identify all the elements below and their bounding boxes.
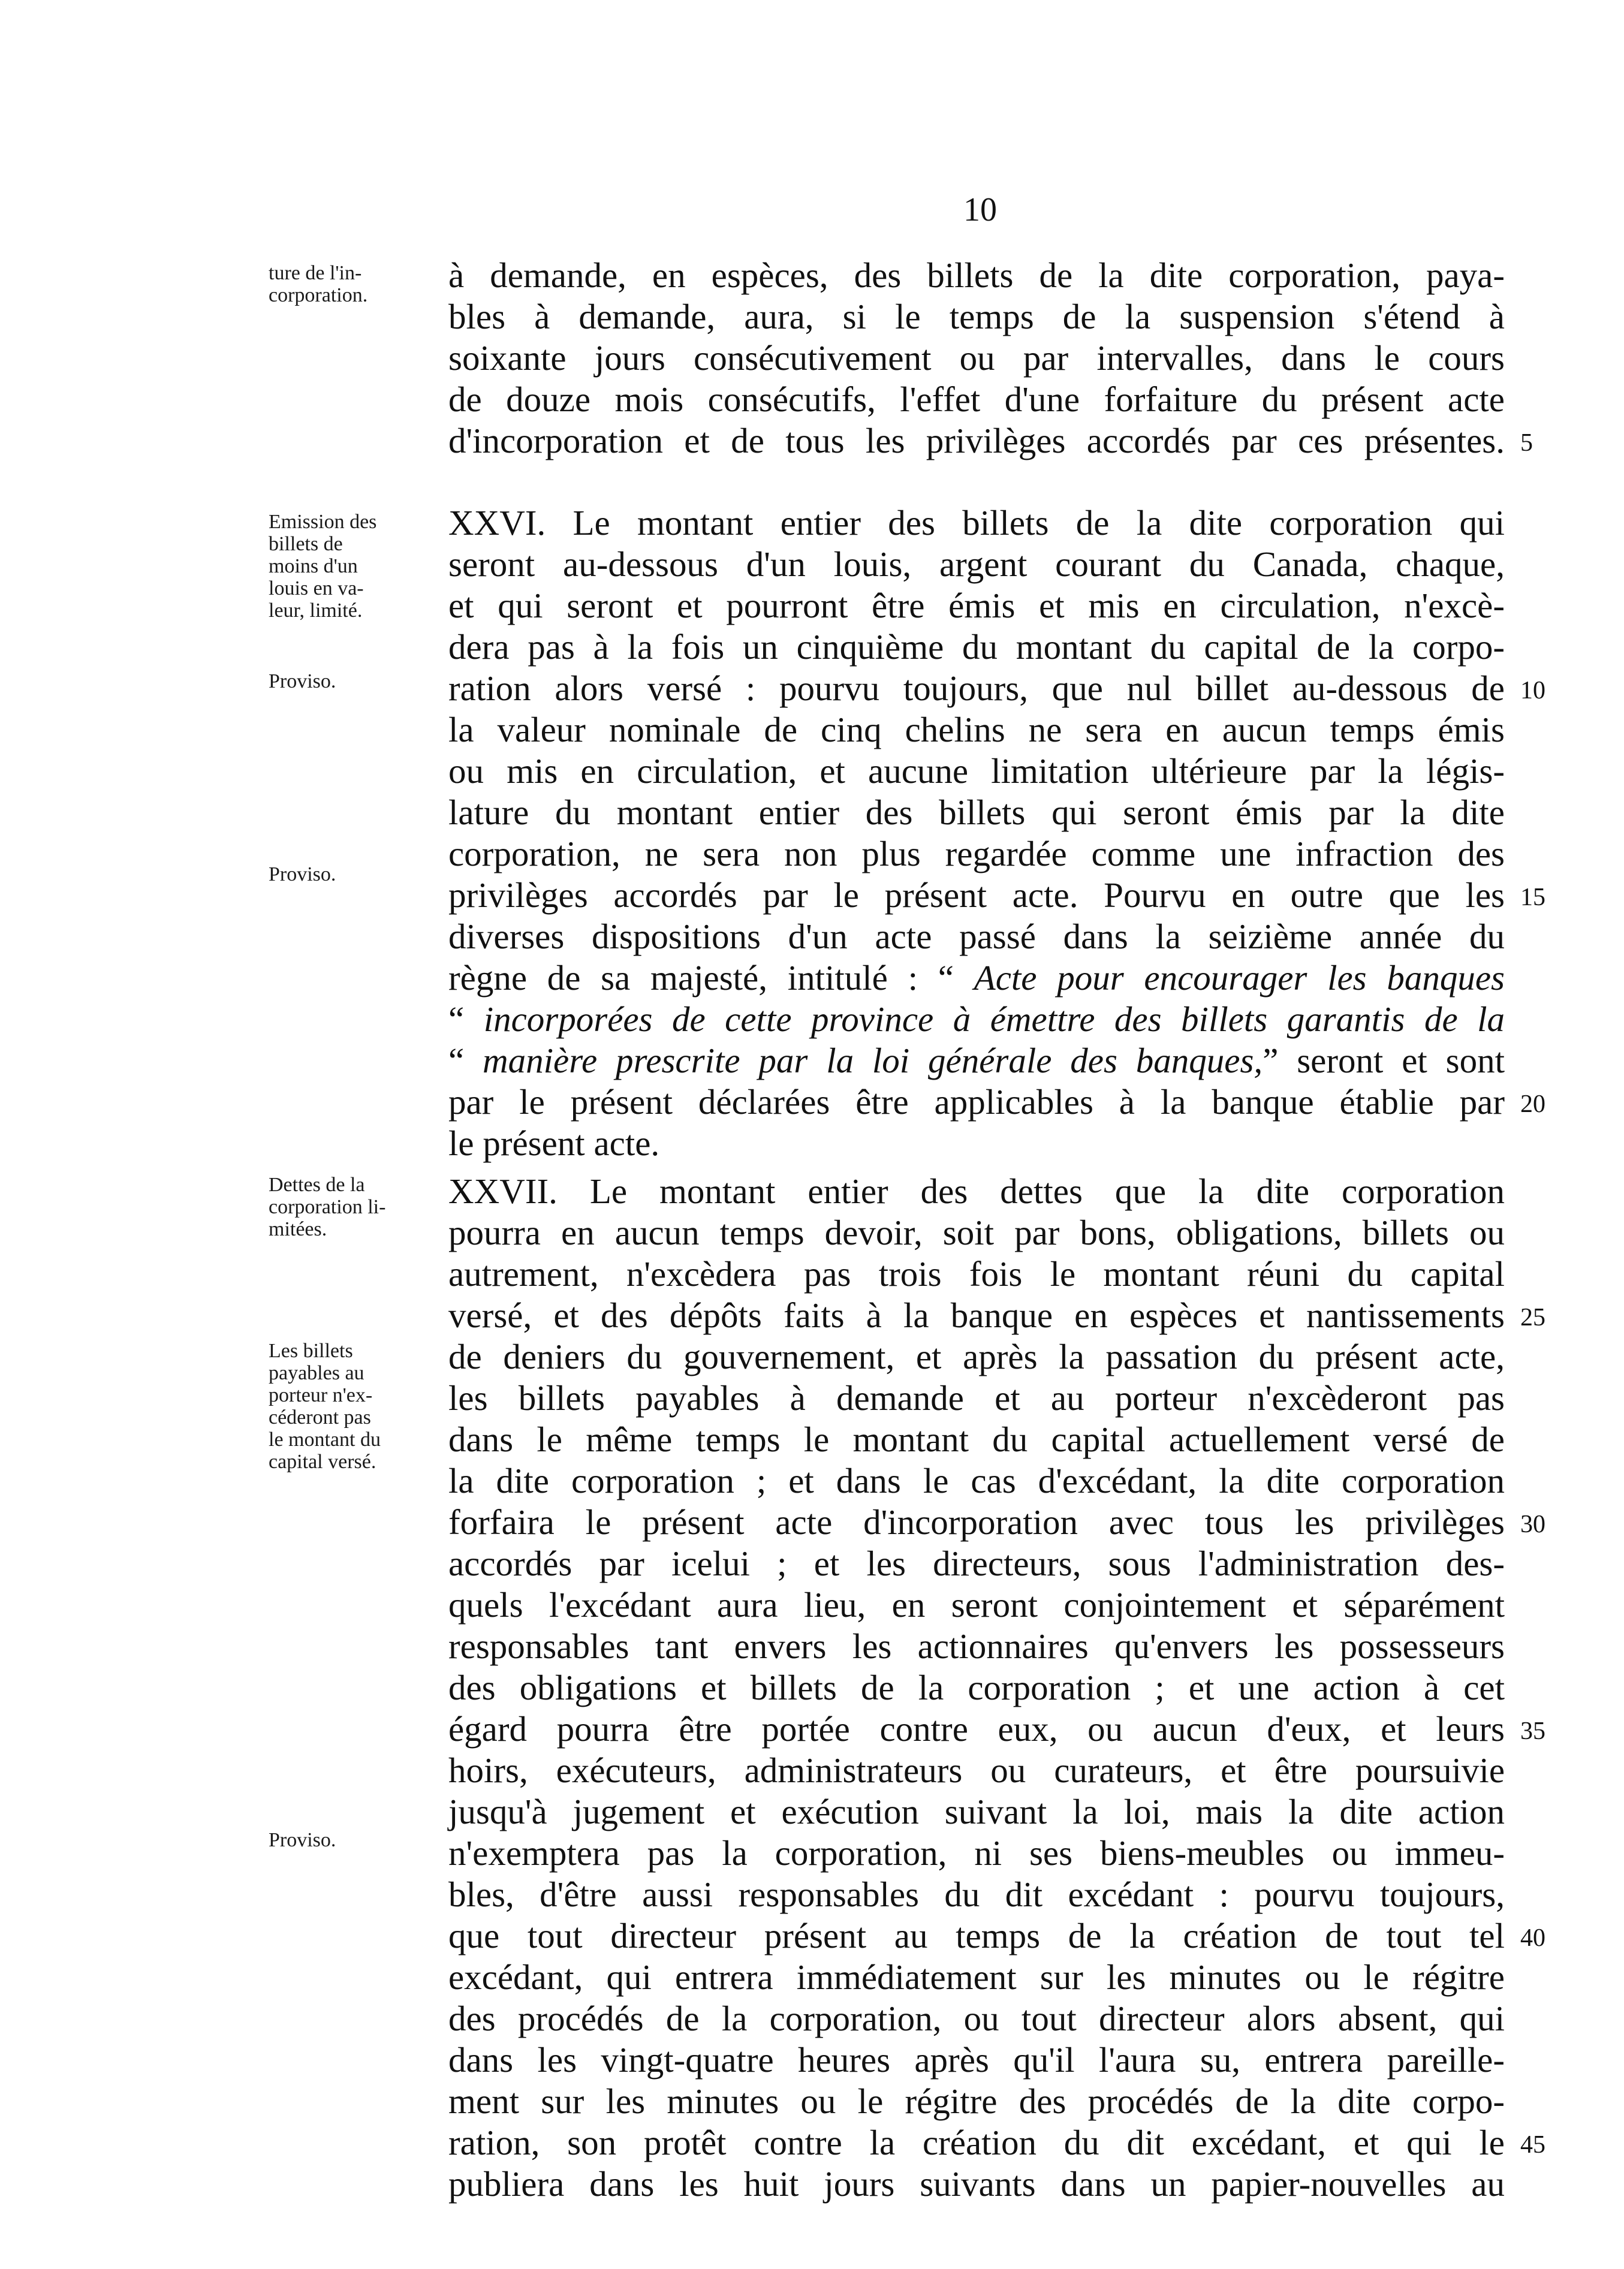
margin-note [269, 1340, 418, 1473]
italic-title-segment: incorporées de cette province à émettre des billets garantis de la [483, 999, 1505, 1039]
text-line: bles, d'être aussi responsables du dit excédant : pourvu toujours, [448, 1875, 1505, 1914]
text-line: n'exemptera pas la corporation, ni ses biens-meubles ou immeu- [448, 1833, 1505, 1873]
text-line: les billets payables à demande et au porteur n'excèderont pas [448, 1378, 1505, 1418]
text-line: ration, son protêt contre la création du dit excédant, et qui le [448, 2123, 1505, 2162]
text-line: quels l'excédant aura lieu, en seront conjointement et séparément [448, 1585, 1505, 1625]
text-line: la valeur nominale de cinq chelins ne sera en aucun temps émis [448, 710, 1505, 749]
text-line: ment sur les minutes ou le régitre des procédés de la dite corpo- [448, 2081, 1505, 2121]
text-line: à demande, en espèces, des billets de la dite corporation, paya- [448, 255, 1505, 295]
margin-note-text: Emission des billets de moins d'un louis en va- leur, limité. [269, 511, 377, 622]
text-line: hoirs, exécuteurs, administrateurs ou curateurs, et être poursuivie [448, 1750, 1505, 1790]
text-line: forfaira le présent acte d'incorporation avec tous les privilèges [448, 1502, 1505, 1542]
text-line: seront au-dessous d'un louis, argent courant du Canada, chaque, [448, 544, 1505, 584]
text-line: jusqu'à jugement et exécution suivant la loi, mais la dite action [448, 1792, 1505, 1831]
text-segment: règne de sa majesté, intitulé : “ [448, 958, 974, 998]
text-line: publiera dans les huit jours suivants dans un papier-nouvelles au [448, 2164, 1505, 2204]
line-number: 15 [1520, 884, 1545, 911]
text-line: d'incorporation et de tous les privilèges accordés par ces présentes. [448, 421, 1505, 460]
text-line: diverses dispositions d'un acte passé dans la seizième année du [448, 917, 1505, 956]
line-number: 40 [1520, 1924, 1545, 1952]
line-number: 35 [1520, 1717, 1545, 1745]
margin-note-text: Proviso. [269, 670, 336, 692]
margin-note-text: Proviso. [269, 1829, 336, 1851]
text-line: la dite corporation ; et dans le cas d'excédant, la dite corporation [448, 1461, 1505, 1500]
margin-note-text: Dettes de la corporation li- mitées. [269, 1174, 386, 1240]
text-line [448, 1040, 1505, 1081]
text-line: accordés par icelui ; et les directeurs, sous l'administration des- [448, 1544, 1505, 1583]
text-segment: ” seront et sont [1263, 1041, 1505, 1080]
margin-note [269, 863, 418, 885]
text-line: lature du montant entier des billets qui seront émis par la dite [448, 793, 1505, 832]
text-line: des obligations et billets de la corporation ; et une action à cet [448, 1668, 1505, 1707]
text-line: bles à demande, aura, si le temps de la suspension s'étend à [448, 297, 1505, 336]
margin-note-text: Les billets payables au porteur n'ex- céderont pas le montant du capital versé. [269, 1340, 381, 1473]
text-line: privilèges accordés par le présent acte. Pourvu en outre que les [448, 875, 1505, 915]
text-line: de deniers du gouvernement, et après la passation du présent acte, [448, 1337, 1505, 1376]
text-line: soixante jours consécutivement ou par intervalles, dans le cours [448, 338, 1505, 378]
text-line: XXVI. Le montant entier des billets de la dite corporation qui [448, 503, 1505, 543]
text-line: ou mis en circulation, et aucune limitation ultérieure par la légis- [448, 751, 1505, 791]
line-number: 45 [1520, 2131, 1545, 2159]
line-number: 25 [1520, 1304, 1545, 1331]
text-line: dera pas à la fois un cinquième du montant du capital de la corpo- [448, 627, 1505, 667]
margin-note [269, 1829, 418, 1851]
line-number: 20 [1520, 1090, 1545, 1118]
italic-title-segment: manière prescrite par la loi générale des banques, [483, 1041, 1263, 1080]
line-number: 30 [1520, 1511, 1545, 1538]
text-line: que tout directeur présent au temps de la création de tout tel [448, 1916, 1505, 1955]
text-line: et qui seront et pourront être émis et mis en circulation, n'excè- [448, 586, 1505, 625]
margin-note [269, 262, 418, 306]
text-line: autrement, n'excèdera pas trois fois le montant réuni du capital [448, 1254, 1505, 1294]
text-line [448, 957, 1505, 998]
text-line: corporation, ne sera non plus regardée comme une infraction des [448, 834, 1505, 873]
text-line: le présent acte. [448, 1123, 660, 1163]
text-line: dans le même temps le montant du capital actuellement versé de [448, 1420, 1505, 1459]
text-line [448, 999, 1505, 1039]
italic-title-segment: Acte pour encourager les banques [974, 958, 1505, 998]
text-segment: “ [448, 999, 484, 1039]
text-line: versé, et des dépôts faits à la banque en espèces et nantissements [448, 1295, 1505, 1335]
margin-note [269, 511, 418, 622]
margin-note [269, 1174, 418, 1240]
line-number: 10 [1520, 677, 1545, 704]
text-line: de douze mois consécutifs, l'effet d'une forfaiture du présent acte [448, 379, 1505, 419]
text-line: ration alors versé : pourvu toujours, que nul billet au-dessous de [448, 668, 1505, 708]
line-number: 5 [1520, 429, 1533, 457]
text-line: responsables tant envers les actionnaires qu'envers les possesseurs [448, 1626, 1505, 1666]
text-line: pourra en aucun temps devoir, soit par bons, obligations, billets ou [448, 1213, 1505, 1252]
margin-note-text: ture de l'in- corporation. [269, 262, 368, 306]
page-number: 10 [963, 191, 997, 228]
text-line: par le présent déclarées être applicables à la banque établie par [448, 1082, 1505, 1122]
text-line: égard pourra être portée contre eux, ou aucun d'eux, et leurs [448, 1709, 1505, 1749]
text-line: XXVII. Le montant entier des dettes que la dite corporation [448, 1171, 1505, 1211]
text-line: excédant, qui entrera immédiatement sur les minutes ou le régitre [448, 1957, 1505, 1997]
text-segment: “ [448, 1041, 483, 1080]
text-line: des procédés de la corporation, ou tout directeur alors absent, qui [448, 1999, 1505, 2038]
margin-note-text: Proviso. [269, 863, 336, 885]
margin-note [269, 670, 418, 692]
text-line: dans les vingt-quatre heures après qu'il l'aura su, entrera pareille- [448, 2040, 1505, 2080]
